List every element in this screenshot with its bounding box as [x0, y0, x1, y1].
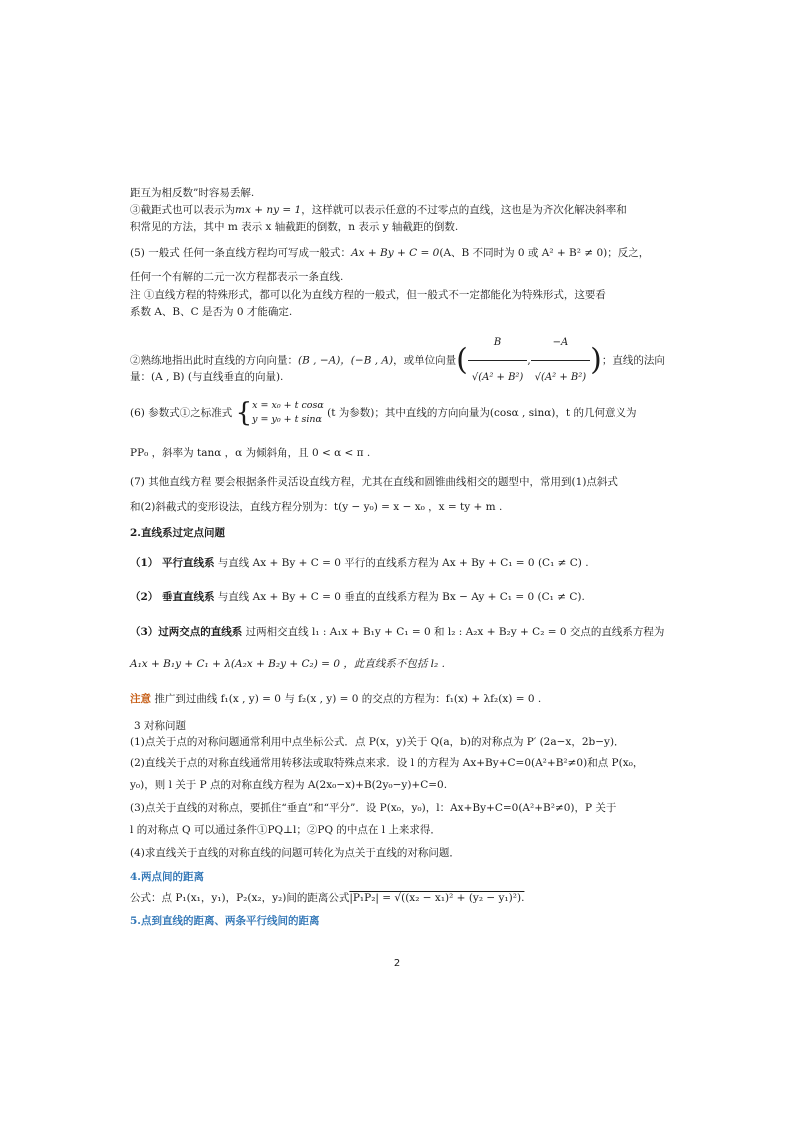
text-line: (1)点关于点的对称问题通常利用中点坐标公式．点 P(x，y)关于 Q(a，b)的对称点为 P′ (2a−x，2b−y)． — [130, 736, 625, 748]
text-line: (3)点关于直线的对称点，要抓住“垂直”和“平分”．设 P(x₀，y₀)，l：Ax+By+C=0(A²+B²≠0)，P 关于 — [130, 802, 617, 814]
text-line: （2） 垂直直线系 与直线 Ax + By + C = 0 垂直的直线系方程为 Bx − Ay + C₁ = 0 (C₁ ≠ C). — [130, 591, 585, 603]
section-heading: 3 对称问题 — [134, 720, 187, 732]
text-line: （1） 平行直线系 与直线 Ax + By + C = 0 平行的直线系方程为 Ax + By + C₁ = 0 (C₁ ≠ C) . — [130, 557, 589, 569]
text-line: (6) 参数式①之标准式 { x = x₀ + t cosα y = y₀ + t sinα (t 为参数)；其中直线的方向向量为(cosα , sinα)，t 的几何意义为 — [130, 398, 637, 428]
text-line: (4)求直线关于直线的对称直线的问题可转化为点关于直线的对称问题． — [130, 847, 460, 859]
text-line: ②熟练地指出此时直线的方向向量：(B , −A)，(−B , A)，或单位向量( $\frac{B}{\text{√(A² + B²)}}$ , $\frac{-A}{\text{√(A² + B²)}}$ )；直线的法向 — [130, 326, 670, 360]
section-heading: 5.点到直线的距离、两条平行线间的距离 — [130, 915, 320, 927]
text-line: （3）过两交点的直线系 过两相交直线 l₁ : A₁x + B₁y + C₁ = 0 和 l₂ : A₂x + B₂y + C₂ = 0 交点的直线系方程为 — [130, 626, 665, 638]
text-line: 注 ①直线方程的特殊形式，都可以化为直线方程的一般式，但一般式不一定都能化为特殊形式，这要看 — [130, 289, 606, 301]
fraction: $\frac{-A}{\text{√(A² + B²)}}$ — [531, 326, 591, 395]
text-line: 距互为相反数”时容易丢解. — [130, 187, 255, 199]
text-line: 量：(A , B) (与直线垂直的向量). — [130, 371, 284, 383]
text-line: 积常见的方法，其中 m 表示 x 轴截距的倒数，n 表示 y 轴截距的倒数. — [130, 221, 459, 233]
text-line: l 的对称点 Q 可以通过条件①PQ⊥l；②PQ 的中点在 l 上来求得． — [130, 824, 441, 836]
text-line: 任何一个有解的二元一次方程都表示一条直线. — [130, 271, 344, 283]
text-line: A₁x + B₁y + C₁ + λ(A₂x + B₂y + C₂) = 0 ，此直线系不包括 l₂ . — [130, 658, 445, 670]
text-line: y₀)，则 l 关于 P 点的对称直线方程为 A(2x₀−x)+B(2y₀−y)+C=0. — [130, 779, 448, 791]
text-line: 系数 A、B、C 是否为 0 才能确定. — [130, 306, 293, 318]
section-heading: 2.直线系过定点问题 — [130, 527, 225, 539]
page-number: 2 — [393, 958, 401, 969]
fraction: $\frac{B}{\text{√(A² + B²)}}$ — [468, 326, 528, 395]
text-line: 公式：点 P₁(x₁，y₁)，P₂(x₂，y₂)间的距离公式|P₁P₂| = √((x₂ − x₁)² + (y₂ − y₁)²). — [130, 892, 525, 904]
text-line: (5) 一般式 任何一条直线方程均可写成一般式：Ax + By + C = 0(A、B 不同时为 0 或 A² + B² ≠ 0)；反之， — [130, 247, 650, 259]
text-line: ③截距式也可以表示为mx + ny = 1，这样就可以表示任意的不过零点的直线，这也是为齐次化解决斜率和 — [130, 204, 627, 216]
text-line: (2)直线关于点的对称直线通常用转移法或取特殊点来求．设 l 的方程为 Ax+By+C=0(A²+B²≠0)和点 P(x₀， — [130, 757, 644, 769]
text-line: 和(2)斜截式的变形设法，直线方程分别为：t(y − y₀) = x − x₀ ，x = ty + m . — [130, 501, 503, 513]
section-heading: 4.两点间的距离 — [130, 871, 204, 883]
equation-system: x = x₀ + t cosα y = y₀ + t sinα — [252, 400, 324, 425]
text-line: 注意 推广到过曲线 f₁(x , y) = 0 与 f₂(x , y) = 0 的交点的方程为：f₁(x) + λf₂(x) = 0 . — [130, 693, 542, 705]
text-line: PP₀ ，斜率为 tanα ，α 为倾斜角，且 0 < α < π . — [130, 447, 371, 459]
text-line: (7) 其他直线方程 要会根据条件灵活设直线方程，尤其在直线和圆锥曲线相交的题型中，常用到(1)点斜式 — [130, 476, 618, 488]
